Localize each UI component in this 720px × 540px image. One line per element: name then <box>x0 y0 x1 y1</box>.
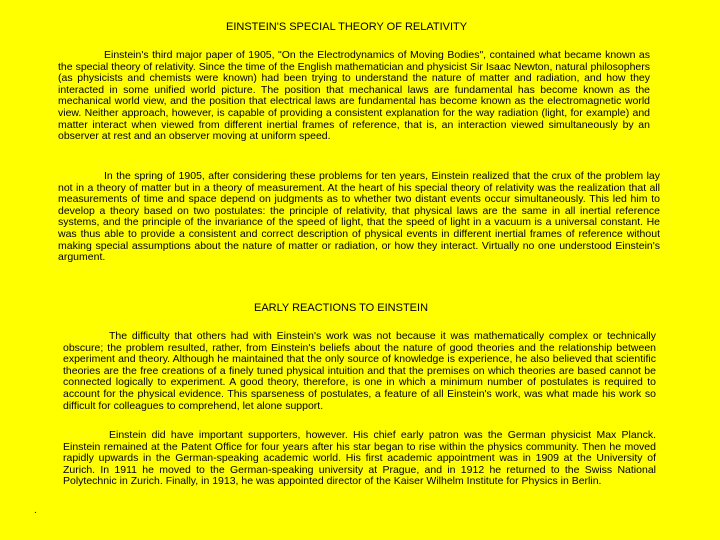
section-title-early-reactions: EARLY REACTIONS TO EINSTEIN <box>254 302 429 314</box>
section-title-special-relativity: EINSTEIN'S SPECIAL THEORY OF RELATIVITY <box>226 21 468 33</box>
paragraph-supporters: Einstein did have important supporters, however. His chief early patron was the German physicist Max Planck. Einstein remained at the Patent Office for four years after his star began to rise within the physics community. Then he moved rapidly upwards in the German-speaking academic world. His first academic appointment was in 1909 at the University of Zurich. In 1911 he moved to the German-speaking university at Prague, and in 1912 he returned to the Swiss National Polytechnic in Zurich. Finally, in 1913, he was appointed director of the Kaiser Wilhelm Institute for Physics in Berlin. <box>63 429 656 488</box>
paragraph-electrodynamics: Einstein's third major paper of 1905, "On the Electrodynamics of Moving Bodies", contained what became known as the special theory of relativity. Since the time of the English mathematician and physicist Sir Isaac Newton, natural philosophers (as physicists and chemists were known) had been trying to understand the nature of matter and radiation, and how they interacted in some unified world picture. The position that mechanical laws are fundamental has become known as the mechanical world view, and the position that electrical laws are fundamental has become known as the electromagnetic world view. Neither approach, however, is capable of providing a consistent explanation for the way radiation (light, for example) and matter interact when viewed from different inertial frames of reference, that is, an interaction viewed simultaneously by an observer at rest and an observer moving at uniform speed. <box>58 49 650 143</box>
paragraph-difficulty: The difficulty that others had with Einstein's work was not because it was mathematically complex or technically obscure; the problem resulted, rather, from Einstein's beliefs about the nature of good theories and the relationship between experiment and theory. Although he maintained that the only source of knowledge is experience, he also believed that scientific theories are the free creations of a finely tuned physical intuition and that the premises on which theories are based cannot be connected logically to experiment. A good theory, therefore, is one in which a minimum number of postulates is required to account for the physical evidence. This sparseness of postulates, a feature of all Einstein's work, was what made his work so difficult for colleagues to comprehend, let alone support. <box>63 330 656 412</box>
footer-mark: . <box>34 505 37 516</box>
paragraph-crux-of-problem: In the spring of 1905, after considering these problems for ten years, Einstein realized that the crux of the problem lay not in a theory of matter but in a theory of measurement. At the heart of his special theory of relativity was the realization that all measurements of time and space depend on judgments as to whether two distant events occur simultaneously. This led him to develop a theory based on two postulates: the principle of relativity, that physical laws are the same in all inertial reference systems, and the principle of the invariance of the speed of light, that the speed of light in a vacuum is a universal constant. He was thus able to provide a consistent and correct description of physical events in different inertial frames of reference without making special assumptions about the nature of matter or radiation, or how they interact. Virtually no one understood Einstein's argument. <box>58 170 660 264</box>
